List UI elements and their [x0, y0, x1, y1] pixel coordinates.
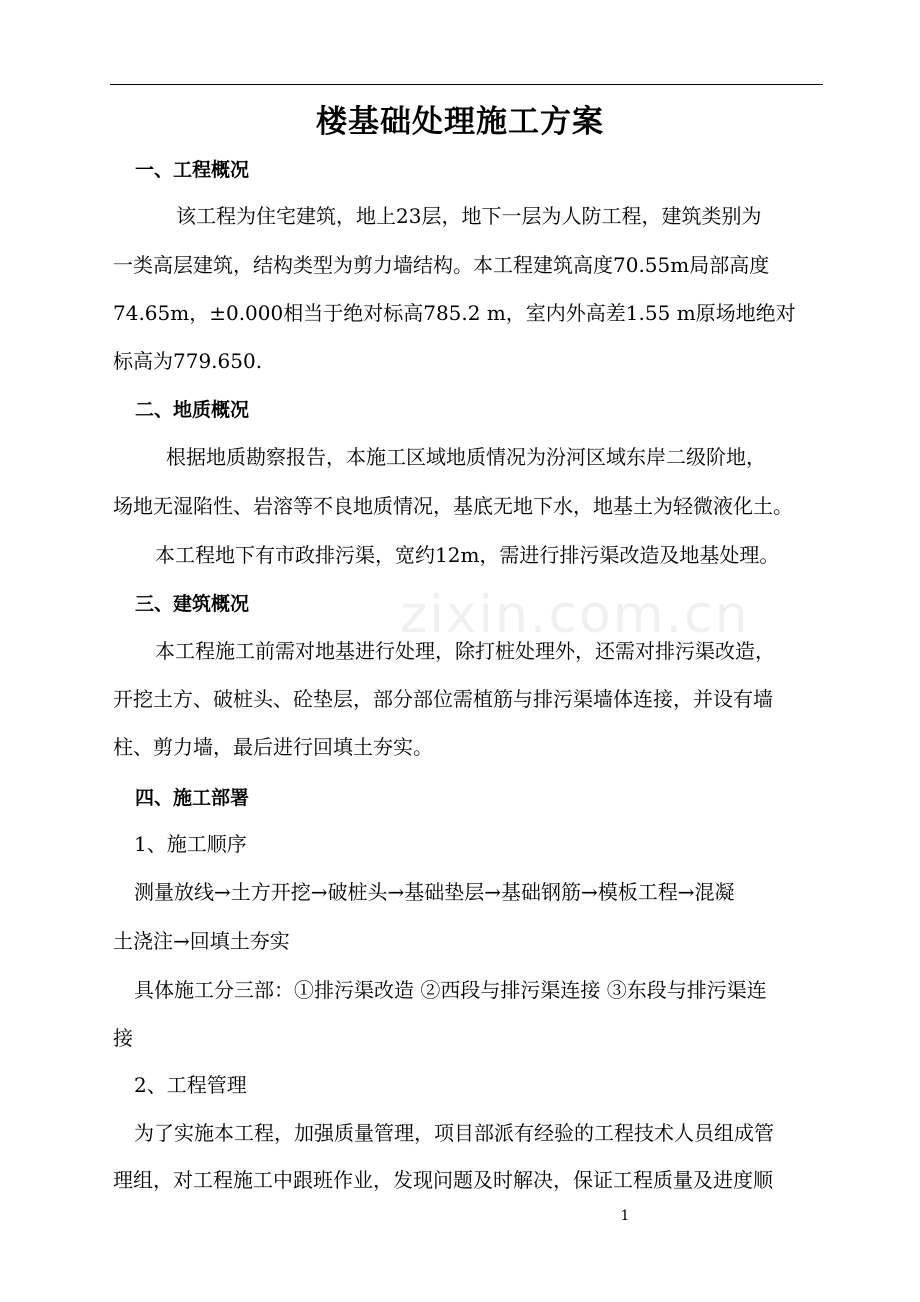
paragraph-line: 具体施工分三部：①排污渠改造 ②西段与排污渠连接 ③东段与排污渠连: [134, 978, 767, 1002]
paragraph-line: 理组，对工程施工中跟班作业，发现问题及时解决，保证工程质量及进度顺: [113, 1168, 773, 1192]
paragraph-line: 接: [113, 1026, 133, 1050]
paragraph-line: 根据地质勘察报告，本施工区域地质情况为汾河区域东岸二级阶地，: [166, 445, 766, 469]
section-heading-deployment: 四、施工部署: [135, 787, 250, 809]
header-rule: [110, 84, 823, 85]
paragraph-line: 场地无湿陷性、岩溶等不良地质情况，基底无地下水，地基土为轻微液化土。: [113, 494, 793, 518]
paragraph-line: 测量放线→土方开挖→破桩头→基础垫层→基础钢筋→模板工程→混凝: [134, 880, 735, 904]
section-heading-geology: 二、地质概况: [135, 399, 250, 421]
section-heading-overview: 一、工程概况: [135, 159, 250, 181]
paragraph-line: 开挖土方、破桩头、砼垫层，部分部位需植筋与排污渠墙体连接，并设有墙: [113, 687, 773, 711]
paragraph-line: 本工程施工前需对地基进行处理，除打桩处理外，还需对排污渠改造，: [155, 639, 775, 663]
document-title: 楼基础处理施工方案: [316, 104, 604, 140]
paragraph-line: 柱、剪力墙，最后进行回填土夯实。: [113, 735, 433, 759]
paragraph-line: 74.65m，±0.000相当于绝对标高785.2 m，室内外高差1.55 m原场地绝对: [113, 301, 796, 325]
paragraph-line: 本工程地下有市政排污渠，宽约12m，需进行排污渠改造及地基处理。: [155, 543, 780, 567]
paragraph-line: 土浇注→回填土夯实: [113, 929, 290, 953]
section-heading-building: 三、建筑概况: [135, 593, 250, 615]
watermark: zixin.com.cn: [400, 585, 750, 645]
paragraph-line: 为了实施本工程，加强质量管理，项目部派有经验的工程技术人员组成管: [134, 1121, 774, 1145]
paragraph-line: 该工程为住宅建筑，地上23层，地下一层为人防工程，建筑类别为: [176, 204, 762, 228]
page-number: 1: [620, 1208, 630, 1224]
subheading-management: 2、工程管理: [134, 1073, 247, 1097]
subheading-sequence: 1、施工顺序: [134, 832, 247, 856]
paragraph-line: 一类高层建筑，结构类型为剪力墙结构。本工程建筑高度70.55m局部高度: [113, 253, 770, 277]
paragraph-line: 标高为779.650.: [113, 349, 263, 373]
